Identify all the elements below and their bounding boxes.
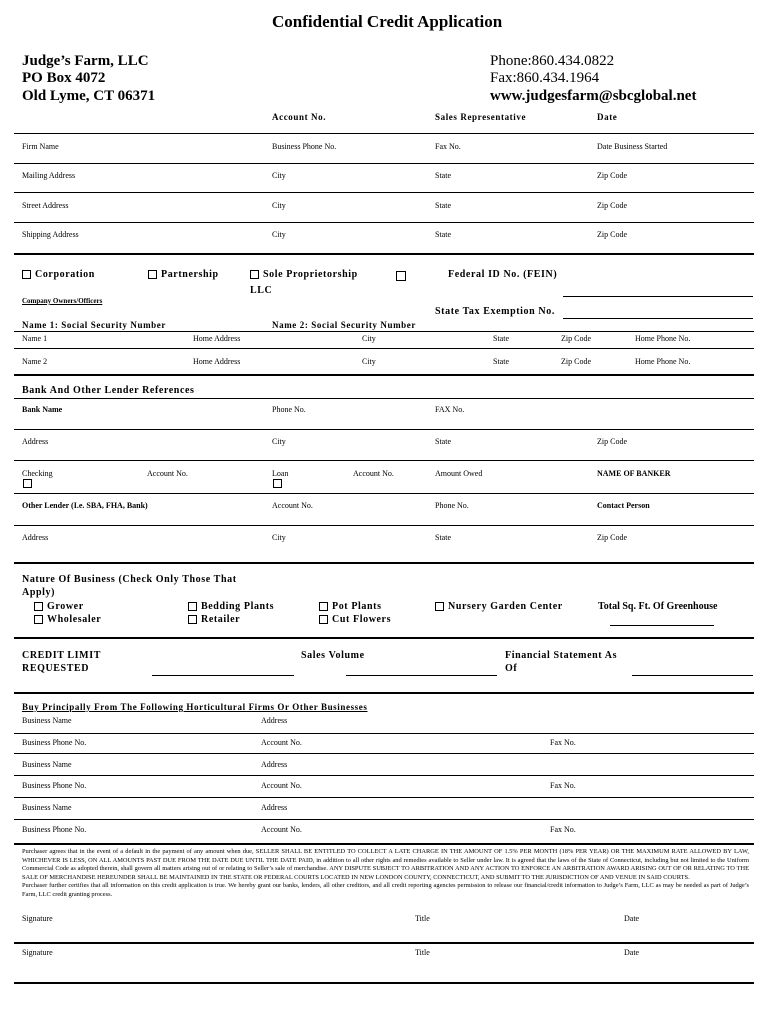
nature-heading: Nature Of Business (Check Only Those That [22,574,237,585]
zip-label: Zip Code [597,171,627,180]
account-no-label: Account No. [272,112,327,122]
contact-person-label: Contact Person [597,501,650,510]
greenhouse-line[interactable] [610,625,714,626]
firm-account-label: Account No. [261,825,302,834]
business-phone-label: Business Phone No. [22,781,87,790]
firm-fax-label: Fax No. [550,781,576,790]
business-name-label: Business Name [22,760,72,769]
divider [14,429,754,430]
bank-zip-label: Zip Code [597,437,627,446]
state-label: State [435,171,451,180]
owner1-city-label: City [362,334,376,343]
divider [14,460,754,461]
business-phone-label: Business Phone No. [22,825,87,834]
nursery-label: Nursery Garden Center [448,601,563,612]
credit-limit-label-cont: REQUESTED [22,663,90,674]
nature-heading-cont: Apply) [22,587,56,598]
city-label: City [272,201,286,210]
bank-name-label: Bank Name [22,405,63,414]
title-label: Title [415,948,430,957]
nursery-option[interactable] [435,601,563,612]
business-phone-label: Business Phone No. [272,142,337,151]
signature-label: Signature [22,914,53,923]
fein-line[interactable] [563,296,753,297]
grower-label: Grower [47,601,84,612]
divider [14,493,754,494]
divider [14,753,754,754]
owner2-state-label: State [493,357,509,366]
signature-label: Signature [22,948,53,957]
corporation-checkbox[interactable] [22,270,31,279]
date-started-label: Date Business Started [597,142,668,151]
business-name-label: Business Name [22,803,72,812]
partnership-checkbox[interactable] [148,270,157,279]
cut-flowers-option[interactable] [319,614,391,625]
owners-label: Company Owners/Officers [22,297,103,305]
loan-account-label: Account No. [353,469,394,478]
company-website: www.judgesfarm@sbcglobal.net [490,88,697,104]
other-zip-label: Zip Code [597,533,627,542]
owner2-phone-label: Home Phone No. [635,357,691,366]
page-title: Confidential Credit Application [272,12,503,31]
state-tax-label: State Tax Exemption No. [435,306,555,317]
divider [14,797,754,798]
grower-option[interactable] [34,601,84,612]
sole-prop-checkbox[interactable] [250,270,259,279]
sole-prop-option[interactable] [250,269,358,280]
partnership-label: Partnership [161,269,219,280]
firm-address-label: Address [261,716,288,725]
legal-paragraph-1: Purchaser agrees that in the event of a default in the payment of any amount when due, SELLER SHALL BE ENTITLED TO COLLECT A LATE CHARGE IN THE AMOUNT OF 1.5% PER MONTH (18% PER YEAR) OR THE MAXIMUM RATE ALLOWED BY LAW, WHICHEVER IS LESS, ON ALL AMOUNTS PAST DUE FROM THE DATE DUE UNTIL THE DATE PAID, in addition to all other rights and remedies available to Seller under law. It is agreed that the laws of the State of Connecticut, including but not limited to the Uniform Commercial Code as adopted therein, shall govern all matters arising out of or relating to Seller’s sale of merchandise. ANY DISPUTE SUBJECT TO ARBITRATION AND ANY ACTION TO ENFORCE AN ARBITRATION AWARD ARISING OUT OF OR RELATING TO THE SALE OF MERCHANDISE HEREUNDER SHALL BE MAINTAINED IN THE STATE OR FEDERAL COURTS LOCATED IN NEW LONDON COUNTY, CONNECTICUT, AND SUBMIT TO THE JURISDICTION OF AND VENUE IN SAID COURTS. [22,848,749,881]
bedding-checkbox[interactable] [188,602,197,611]
sales-rep-label: Sales Representative [435,112,527,122]
owner1-home-label: Home Address [193,334,241,343]
name1-ssn-label: Name 1: Social Security Number [22,320,166,330]
divider [14,163,754,164]
wholesaler-option[interactable] [34,614,101,625]
firm-account-label: Account No. [261,781,302,790]
date-label: Date [624,914,640,923]
nursery-checkbox[interactable] [435,602,444,611]
firms-heading: Buy Principally From The Following Horticultural Firms Or Other Businesses [22,702,368,712]
other-address-label: Address [22,533,49,542]
loan-label: Loan [272,469,289,478]
legal-terms [22,848,749,900]
checking-account-label: Account No. [147,469,188,478]
amount-owed-label: Amount Owed [435,469,483,478]
sales-volume-line[interactable] [346,675,497,676]
financial-statement-label-cont: Of [505,663,518,674]
corporation-label: Corporation [35,269,95,280]
divider [14,253,754,255]
bank-state-label: State [435,437,451,446]
other-account-label: Account No. [272,501,313,510]
partnership-option[interactable] [148,269,219,280]
sole-prop-label: Sole Proprietorship [263,269,358,280]
firm-name-label: Firm Name [22,142,59,151]
firm-address-label: Address [261,803,288,812]
city-label: City [272,230,286,239]
state-tax-line[interactable] [563,318,753,319]
retailer-option[interactable] [188,614,240,625]
state-label: State [435,201,451,210]
credit-limit-label: CREDIT LIMIT [22,650,101,661]
corporation-option[interactable] [22,269,95,280]
owner1-state-label: State [493,334,509,343]
title-label: Title [415,914,430,923]
llc-label: LLC [250,285,273,296]
divider [14,348,754,349]
zip-label: Zip Code [597,201,627,210]
cut-flowers-label: Cut Flowers [332,614,392,625]
date-label: Date [597,112,618,122]
signature-line[interactable] [14,982,754,984]
name-of-banker-label: NAME OF BANKER [597,469,671,478]
grower-checkbox[interactable] [34,602,43,611]
sales-volume-label: Sales Volume [301,650,365,661]
divider [14,843,754,845]
owner2-name-label: Name 2 [22,357,48,366]
retailer-checkbox[interactable] [188,615,197,624]
owner1-name-label: Name 1 [22,334,48,343]
firm-fax-label: Fax No. [550,738,576,747]
cut-flowers-checkbox[interactable] [319,615,328,624]
bank-address-label: Address [22,437,49,446]
checking-label: Checking [22,469,53,478]
divider [14,374,754,376]
fax-label: Fax No. [435,142,461,151]
signature-line[interactable] [14,942,754,944]
firm-account-label: Account No. [261,738,302,747]
other-state-label: State [435,533,451,542]
company-phone: Phone:860.434.0822 [490,53,615,69]
bank-heading: Bank And Other Lender References [22,385,195,396]
owner2-city-label: City [362,357,376,366]
divider [14,331,754,332]
divider [14,133,754,134]
owner1-phone-label: Home Phone No. [635,334,691,343]
greenhouse-label: Total Sq. Ft. Of Greenhouse [598,601,718,612]
pot-plants-option[interactable] [319,601,382,612]
company-fax: Fax:860.434.1964 [490,70,600,86]
pot-plants-checkbox[interactable] [319,602,328,611]
wholesaler-label: Wholesaler [47,614,102,625]
bedding-option[interactable] [188,601,274,612]
shipping-address-label: Shipping Address [22,230,79,239]
divider [14,733,754,734]
bank-phone-label: Phone No. [272,405,306,414]
bedding-label: Bedding Plants [201,601,275,612]
divider [14,398,754,399]
checking-checkbox[interactable] [23,479,32,488]
other-lender-label: Other Lender (I.e. SBA, FHA, Bank) [22,501,148,510]
owner2-home-label: Home Address [193,357,241,366]
divider [14,637,754,639]
owner1-zip-label: Zip Code [561,334,591,343]
business-phone-label: Business Phone No. [22,738,87,747]
city-label: City [272,171,286,180]
firm-address-label: Address [261,760,288,769]
loan-checkbox[interactable] [273,479,282,488]
retailer-label: Retailer [201,614,241,625]
divider [14,819,754,820]
company-po-box: PO Box 4072 [22,70,106,86]
name2-ssn-label: Name 2: Social Security Number [272,320,416,330]
owner2-zip-label: Zip Code [561,357,591,366]
firm-fax-label: Fax No. [550,825,576,834]
bank-fax-label: FAX No. [435,405,465,414]
business-name-label: Business Name [22,716,72,725]
pot-plants-label: Pot Plants [332,601,382,612]
divider [14,222,754,223]
financial-statement-line[interactable] [632,675,753,676]
divider [14,525,754,526]
date-label: Date [624,948,640,957]
mailing-address-label: Mailing Address [22,171,76,180]
company-city: Old Lyme, CT 06371 [22,88,156,104]
state-label: State [435,230,451,239]
other-city-label: City [272,533,286,542]
llc-checkbox[interactable] [396,271,406,281]
divider [14,562,754,564]
zip-label: Zip Code [597,230,627,239]
company-name: Judge’s Farm, LLC [22,53,149,69]
divider [14,692,754,694]
bank-city-label: City [272,437,286,446]
financial-statement-label: Financial Statement As [505,650,618,661]
fein-label: Federal ID No. (FEIN) [448,269,558,280]
divider [14,192,754,193]
credit-limit-line[interactable] [152,675,294,676]
legal-paragraph-2: Purchaser further certifies that all information on this credit application is true. We hereby grant our banks, lenders, all other creditors, and all credit reporting agencies permission to release our financial/credit information to Judge’s Farm, LLC as may be needed as part of Judge’s Farm, LLC credit granting process. [22,882,749,898]
wholesaler-checkbox[interactable] [34,615,43,624]
other-phone-label: Phone No. [435,501,469,510]
divider [14,775,754,776]
street-address-label: Street Address [22,201,69,210]
